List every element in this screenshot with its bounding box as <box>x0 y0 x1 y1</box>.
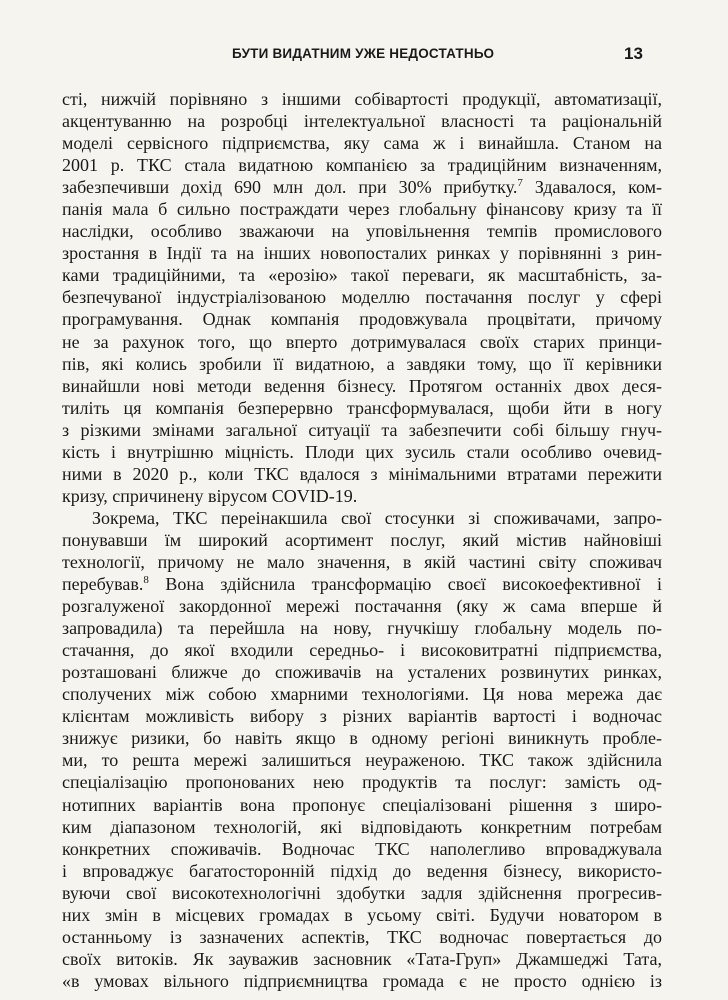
text-line: пів, які колись зробили її видатною, а завдяки тому, що її керівники <box>62 353 662 374</box>
text-line: вуючи свої високотехнологічні здобутки задля здійснення прогресив- <box>62 882 662 903</box>
footnote-marker: 8 <box>143 574 149 587</box>
text-line: і впроваджує багатосторонній підхід до ведення бізнесу, використо- <box>62 860 662 881</box>
text-line: панія мала б сильно постраждати через глобальну фінансову кризу та її <box>62 199 662 220</box>
text-line <box>62 573 662 595</box>
text-line: програмування. Однак компанія продовжувала процвітати, причому <box>62 309 662 330</box>
text-line: ками традиційними, та «ерозію» такої переваги, як масштабність, за- <box>62 265 662 286</box>
text-line: нотипних варіантів вона пропонує спеціалізовані рішення з широ- <box>62 794 662 815</box>
text-line: клієнтам можливість вибору з різних варіантів вартості і водночас <box>62 706 662 727</box>
text-line: розгалуженої закордонної мережі постачання (яку ж сама вперше й <box>62 596 662 617</box>
text-segment: Здавалося, ком- <box>522 177 662 198</box>
text-line: ким діапазоном технологій, які відповідають конкретним потребам <box>62 816 662 837</box>
page-number: 13 <box>624 44 643 63</box>
text-line: кість і внутрішню міцність. Плоди цих зусиль стали особливо очевид- <box>62 441 662 462</box>
text-line: останньому із зазначених аспектів, ТКС водночас повертається до <box>62 926 662 947</box>
text-line: сті, нижчій порівняно з іншими собівартості продукції, автоматизації, <box>62 89 662 109</box>
text-line: наслідки, особливо зважаючи на уповільнення темпів промислового <box>62 221 662 242</box>
running-header <box>0 46 728 72</box>
text-line: ми, то решта мережі залишиться неураженою. ТКС також здійснила <box>62 750 662 771</box>
text-line <box>62 176 662 198</box>
body-text <box>62 88 662 992</box>
text-line: них змін в місцевих громадах в усьому світі. Будучи новатором в <box>62 904 662 925</box>
text-line: моделі сервісного підприємства, яку сама ж і винайшла. Станом на <box>62 133 662 154</box>
text-line: тиліть ця компанія безперервно трансформувалася, щоби йти в ногу <box>62 397 662 418</box>
text-line: 2001 р. ТКС стала видатною компанією за традиційним визначенням, <box>62 155 662 176</box>
text-line: зростання в Індії та на інших новопосталих ринках у порівнянні з рин- <box>62 243 662 264</box>
footnote-marker: 7 <box>517 177 523 190</box>
text-line: «в умовах вільного підприємництва громада є не просто однією із <box>62 970 662 991</box>
text-segment: забезпечивши дохід 690 млн дол. при 30% прибутку. <box>62 177 518 198</box>
running-title: БУТИ ВИДАТНИМ УЖЕ НЕДОСТАТНЬО <box>232 46 495 61</box>
text-line: кризу, спричинену вірусом COVID-19. <box>62 485 358 506</box>
text-line: знижує ризики, бо навіть якщо в одному регіоні виникнуть пробле- <box>62 728 662 749</box>
text-line: сполучених між собою хмарними технологіями. Ця нова мережа дає <box>62 684 662 705</box>
text-line: не за рахунок того, що вперто дотримувалася своїх старих принци- <box>62 331 662 352</box>
text-line: Зокрема, ТКС переінакшила свої стосунки зі споживачами, запро- <box>92 507 662 528</box>
text-line: ними в 2020 р., коли ТКС вдалося з мінімальними втратами пережити <box>62 463 662 484</box>
text-segment: Вона здійснила трансформацію своєї високоефективної і <box>148 574 662 595</box>
text-line: понувавши їм широкий асортимент послуг, який містив найновіші <box>62 529 662 550</box>
text-line: своїх витоків. Як зауважив засновник «Тата-Груп» Джамшеджі Тата, <box>62 948 662 969</box>
text-line: з різкими змінами загальної ситуації та забезпечити собі більшу гнуч- <box>62 419 662 440</box>
text-line: конкретних споживачів. Водночас ТКС наполегливо впроваджувала <box>62 838 662 859</box>
text-line: винайшли нові методи ведення бізнесу. Протягом останніх двох деся- <box>62 375 662 396</box>
text-line: запровадила) та перейшла на нову, гнучкішу глобальну модель по- <box>62 618 662 639</box>
text-line: спеціалізацію пропонованих нею продуктів та послуг: замість од- <box>62 772 662 793</box>
text-line: акцентуванню на розробці інтелектуальної власності та раціональній <box>62 111 662 132</box>
text-segment: перебував. <box>62 574 144 595</box>
text-line: розташовані ближче до споживачів на усталених розвинутих ринках, <box>62 662 662 683</box>
text-line: стачання, до якої входили середньо- і високовитратні підприємства, <box>62 640 662 661</box>
text-line: технології, причому не мало значення, в якій частині світу споживач <box>62 551 662 572</box>
text-line: безпечуваної індустріалізованою моделлю постачання послуг у сфері <box>62 287 662 308</box>
